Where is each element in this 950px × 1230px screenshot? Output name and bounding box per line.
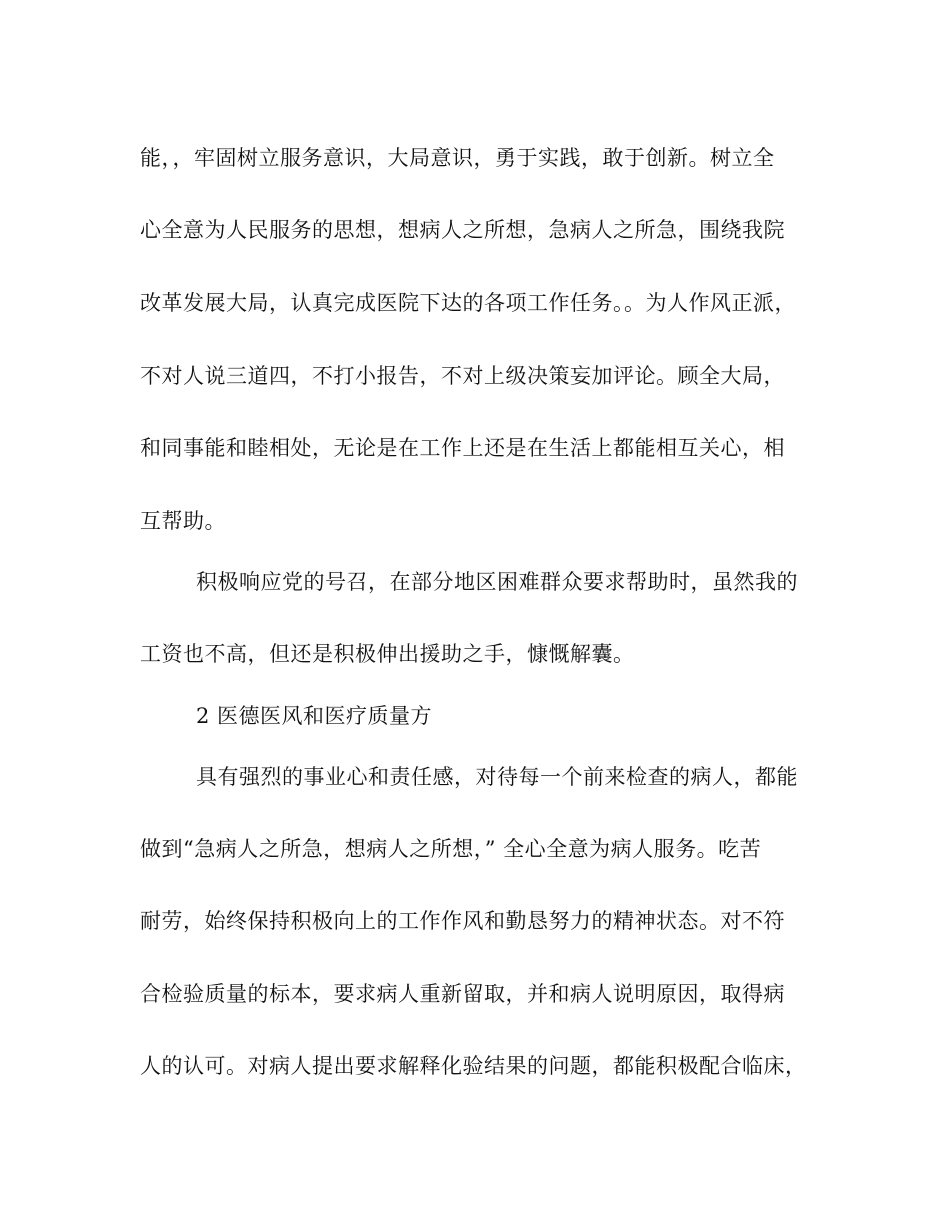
section-heading: 2 医德医风和医疗质量方 xyxy=(196,704,433,728)
text-line: 耐劳，始终保持积极向上的工作作风和勤恳努力的精神状态。对不符 xyxy=(140,909,785,933)
text-line: 工资也不高，但还是积极伸出援助之手，慷慨解囊。 xyxy=(140,642,635,666)
paragraph-first-line: 具有强烈的事业心和责任感，对待每一个前来检查的病人，都能 xyxy=(196,765,798,789)
text-line: 改革发展大局，认真完成医院下达的各项工作任务。。为人作风正派， xyxy=(140,291,796,315)
text-line: 合检验质量的标本，要求病人重新留取，并和病人说明原因，取得病 xyxy=(140,982,785,1006)
text-line: 心全意为人民服务的思想，想病人之所想，急病人之所急，围绕我院 xyxy=(140,218,785,242)
text-line: 互帮助。 xyxy=(140,509,226,533)
text-line: 做到“急病人之所急，想病人之所想，” 全心全意为病人服务。吃苦 xyxy=(140,837,762,861)
paragraph-first-line: 积极响应党的号召，在部分地区困难群众要求帮助时，虽然我的 xyxy=(196,570,798,594)
text-line: 能，，牢固树立服务意识，大局意识，勇于实践，敢于创新。树立全 xyxy=(140,146,775,170)
text-line: 人的认可。对病人提出要求解释化验结果的问题，都能积极配合临床， xyxy=(140,1054,807,1078)
text-line: 不对人说三道四，不打小报告，不对上级决策妄加评论。顾全大局， xyxy=(140,364,785,388)
text-line: 和同事能和睦相处，无论是在工作上还是在生活上都能相互关心，相 xyxy=(140,436,785,460)
